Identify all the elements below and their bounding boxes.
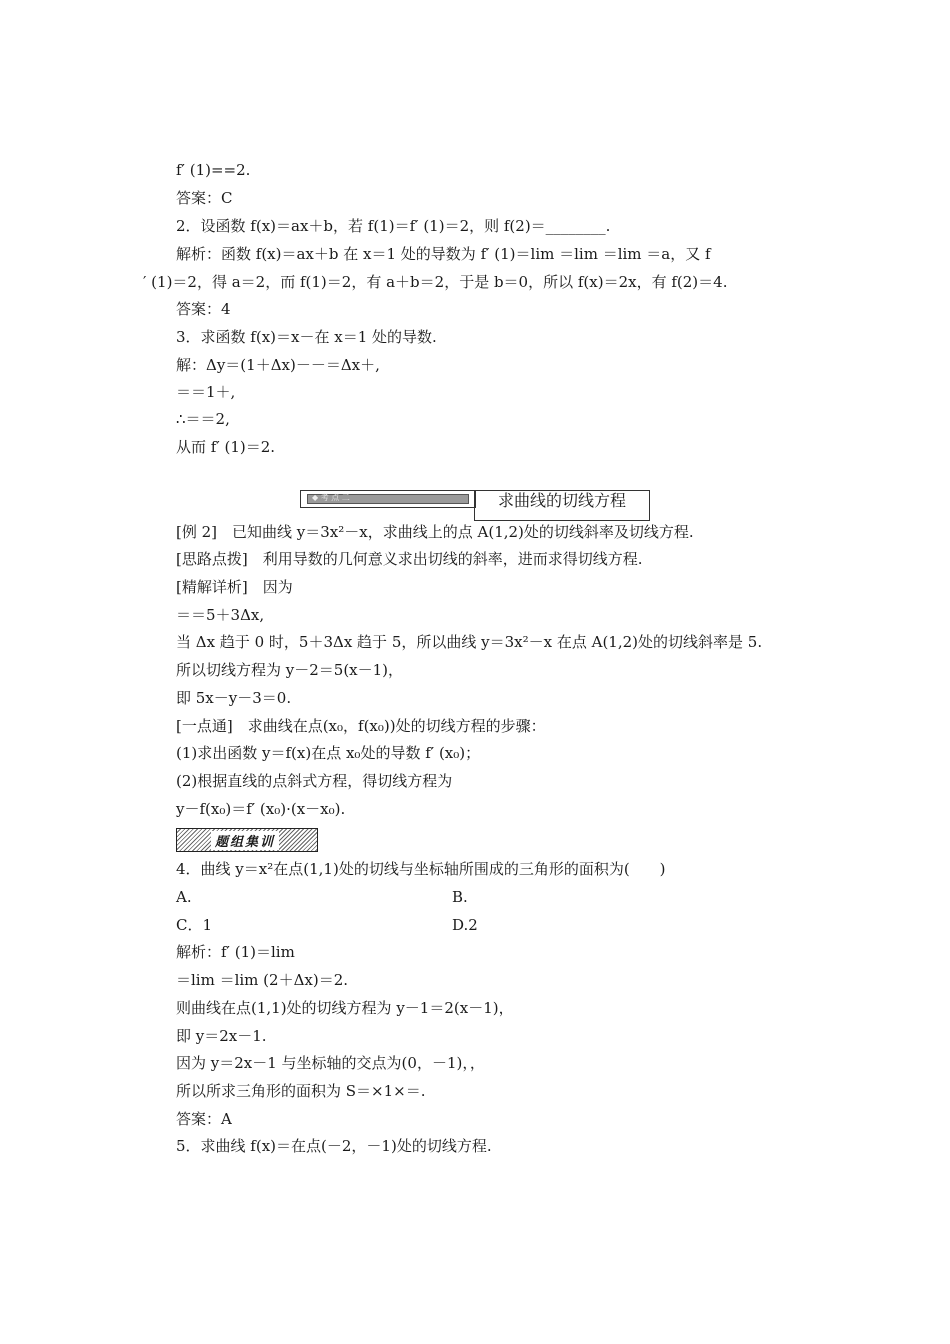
text-line: 从而 f′ (1)＝2.	[176, 438, 276, 456]
text-line: y－f(x₀)＝f′ (x₀)·(x－x₀).	[176, 800, 346, 818]
text-line: 答案：4	[176, 300, 231, 318]
section-banner	[300, 490, 650, 520]
text-line: 解：Δy＝(1＋Δx)－－＝Δx＋,	[176, 356, 380, 374]
banner-decoration	[300, 490, 476, 508]
banner-bar	[307, 494, 469, 504]
text-line: 解析：f′ (1)＝lim	[176, 943, 295, 961]
option-c: C．1	[176, 916, 213, 934]
text-line: (1)求出函数 y＝f(x)在点 x₀处的导数 f′ (x₀)；	[176, 744, 481, 762]
text-line: 当 Δx 趋于 0 时，5＋3Δx 趋于 5，所以曲线 y＝3x²－x 在点 A(1,2)处的切线斜率是 5.	[176, 633, 763, 651]
text-line: ＝＝1＋,	[176, 383, 236, 401]
option-d: D.2	[452, 916, 478, 934]
text-line: 所以所求三角形的面积为 S＝×1×＝.	[176, 1082, 426, 1100]
banner-tag: ◆ 考 点 二	[312, 493, 350, 502]
text-line: ＝＝5＋3Δx,	[176, 606, 265, 624]
text-line: 因为 y＝2x－1 与坐标轴的交点为(0，－1)，，	[176, 1054, 485, 1072]
section-label-box	[176, 828, 318, 852]
text-line: 3．求函数 f(x)＝x－在 x＝1 处的导数.	[176, 328, 437, 346]
text-line: 2．设函数 f(x)＝ax＋b，若 f(1)＝f′ (1)＝2，则 f(2)＝________.	[176, 217, 611, 235]
text-line: [例 2] 已知曲线 y＝3x²－x，求曲线上的点 A(1,2)处的切线斜率及切线方程.	[176, 523, 694, 541]
text-line: 答案：C	[176, 189, 233, 207]
option-row	[176, 915, 478, 935]
section-label: 题组集训	[211, 831, 279, 850]
text-line: 则曲线在点(1,1)处的切线方程为 y－1＝2(x－1)，	[176, 999, 514, 1017]
text-line: 答案：A	[176, 1110, 232, 1128]
text-line: 4．曲线 y＝x²在点(1,1)处的切线与坐标轴所围成的三角形的面积为( )	[176, 860, 666, 878]
option-b: B.	[452, 888, 468, 906]
option-row	[176, 887, 468, 907]
text-line: 5．求曲线 f(x)＝在点(－2，－1)处的切线方程.	[176, 1137, 492, 1155]
text-line: f′ (1)==2.	[176, 161, 251, 179]
text-line: ＝lim ＝lim (2＋Δx)＝2.	[176, 971, 349, 989]
text-line: ∴＝＝2,	[176, 410, 230, 428]
text-line: ′ (1)＝2，得 a＝2，而 f(1)＝2，有 a＋b＝2，于是 b＝0，所以 f(x)＝2x，有 f(2)＝4.	[143, 273, 728, 291]
text-line: 解析：函数 f(x)＝ax＋b 在 x＝1 处的导数为 f′ (1)＝lim ＝lim ＝lim ＝a，又 f	[176, 245, 711, 263]
text-line: [思路点拨] 利用导数的几何意义求出切线的斜率，进而求得切线方程.	[176, 550, 643, 568]
text-line: 所以切线方程为 y－2＝5(x－1)，	[176, 661, 404, 679]
text-line: [一点通] 求曲线在点(x₀，f(x₀))处的切线方程的步骤：	[176, 717, 546, 735]
text-line: [精解详析] 因为	[176, 578, 293, 596]
text-line: (2)根据直线的点斜式方程，得切线方程为	[176, 772, 453, 790]
section-title: 求曲线的切线方程	[474, 490, 650, 521]
text-line: 即 5x－y－3＝0.	[176, 689, 292, 707]
option-a: A.	[176, 888, 192, 906]
text-line: 即 y＝2x－1.	[176, 1027, 267, 1045]
